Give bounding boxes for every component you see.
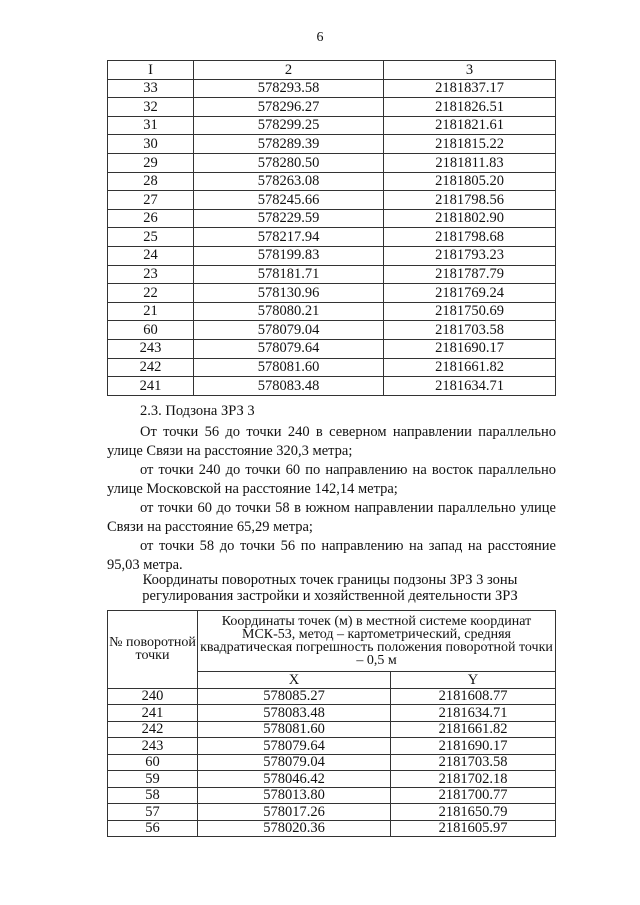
table-row — [108, 339, 556, 358]
x-coordinate: 578079.04 — [194, 321, 384, 340]
point-number: 29 — [108, 153, 194, 172]
table-row — [108, 228, 556, 247]
x-coordinate: 578083.48 — [194, 377, 384, 396]
point-number: 241 — [108, 705, 198, 722]
point-number: 242 — [108, 721, 198, 738]
x-coordinate: 578263.08 — [194, 172, 384, 191]
y-coordinate: 2181787.79 — [384, 265, 556, 284]
y-coordinate: 2181702.18 — [391, 771, 556, 788]
table-row — [108, 358, 556, 377]
x-coordinate: 578080.21 — [194, 302, 384, 321]
table-row — [108, 377, 556, 396]
x-coordinate: 578081.60 — [198, 721, 391, 738]
point-number-header: № поворотной точки — [108, 611, 198, 689]
table-row — [108, 804, 556, 821]
point-number: 31 — [108, 116, 194, 135]
page-number: 6 — [316, 30, 324, 45]
point-number: 28 — [108, 172, 194, 191]
point-number: 57 — [108, 804, 198, 821]
point-number: 59 — [108, 771, 198, 788]
point-number: 243 — [108, 339, 194, 358]
point-number: 243 — [108, 738, 198, 755]
section-body — [107, 423, 556, 575]
y-coordinate: 2181826.51 — [384, 98, 556, 117]
point-number: 56 — [108, 820, 198, 837]
x-coordinate: 578181.71 — [194, 265, 384, 284]
column-number: I — [108, 61, 194, 80]
paragraph: от точки 240 до точки 60 по направлению на восток параллельно улице Московской на расстояние 142,14 метра; — [107, 462, 556, 497]
point-number: 30 — [108, 135, 194, 154]
x-coordinate: 578046.42 — [198, 771, 391, 788]
x-coordinate: 578083.48 — [198, 705, 391, 722]
y-coordinate: 2181700.77 — [391, 787, 556, 804]
x-coordinate: 578079.04 — [198, 754, 391, 771]
y-coordinate: 2181750.69 — [384, 302, 556, 321]
table-row — [108, 705, 556, 722]
table-row — [108, 209, 556, 228]
y-header: Y — [391, 672, 556, 689]
x-coordinate: 578293.58 — [194, 79, 384, 98]
x-coordinate: 578081.60 — [194, 358, 384, 377]
point-number: 21 — [108, 302, 194, 321]
y-coordinate: 2181650.79 — [391, 804, 556, 821]
x-coordinate: 578217.94 — [194, 228, 384, 247]
x-coordinate: 578013.80 — [198, 787, 391, 804]
table-row — [108, 116, 556, 135]
y-coordinate: 2181690.17 — [391, 738, 556, 755]
y-coordinate: 2181805.20 — [384, 172, 556, 191]
point-number: 60 — [108, 754, 198, 771]
table-row — [108, 688, 556, 705]
point-number: 32 — [108, 98, 194, 117]
x-coordinate: 578229.59 — [194, 209, 384, 228]
y-coordinate: 2181811.83 — [384, 153, 556, 172]
table-row — [108, 771, 556, 788]
y-coordinate: 2181605.97 — [391, 820, 556, 837]
paragraph: от точки 58 до точки 56 по направлению на запад на расстояние 95,03 метра. — [107, 538, 556, 573]
table-header-row — [108, 611, 556, 672]
y-coordinate: 2181793.23 — [384, 246, 556, 265]
x-coordinate: 578289.39 — [194, 135, 384, 154]
x-coordinate: 578020.36 — [198, 820, 391, 837]
table-row — [108, 302, 556, 321]
y-coordinate: 2181634.71 — [391, 705, 556, 722]
paragraph: от точки 60 до точки 58 в южном направлении параллельно улице Связи на расстояние 65,29 метра; — [107, 500, 556, 535]
y-coordinate: 2181661.82 — [384, 358, 556, 377]
table-row — [108, 721, 556, 738]
coordinates-header: Координаты точек (м) в местной системе координат МСК-53, метод – картометрический, средняя квадратическая погрешность положения поворотной точки – 0,5 м — [198, 611, 556, 672]
point-number: 240 — [108, 688, 198, 705]
table-header-row — [108, 61, 556, 80]
x-coordinate: 578017.26 — [198, 804, 391, 821]
point-number: 26 — [108, 209, 194, 228]
y-coordinate: 2181837.17 — [384, 79, 556, 98]
point-number: 242 — [108, 358, 194, 377]
x-coordinate: 578299.25 — [194, 116, 384, 135]
table-row — [108, 172, 556, 191]
point-number: 22 — [108, 284, 194, 303]
table-row — [108, 787, 556, 804]
table-row — [108, 321, 556, 340]
zone-coordinates-table — [107, 610, 556, 837]
column-number: 3 — [384, 61, 556, 80]
table-row — [108, 191, 556, 210]
point-number: 241 — [108, 377, 194, 396]
y-coordinate: 2181769.24 — [384, 284, 556, 303]
y-coordinate: 2181703.58 — [384, 321, 556, 340]
point-number: 24 — [108, 246, 194, 265]
y-coordinate: 2181703.58 — [391, 754, 556, 771]
point-number: 33 — [108, 79, 194, 98]
x-coordinate: 578085.27 — [198, 688, 391, 705]
point-number: 27 — [108, 191, 194, 210]
point-number: 23 — [108, 265, 194, 284]
table-row — [108, 738, 556, 755]
x-coordinate: 578245.66 — [194, 191, 384, 210]
table-row — [108, 820, 556, 837]
point-number: 60 — [108, 321, 194, 340]
x-coordinate: 578130.96 — [194, 284, 384, 303]
y-coordinate: 2181821.61 — [384, 116, 556, 135]
section-heading: 2.3. Подзона ЗРЗ 3 — [140, 403, 255, 419]
y-coordinate: 2181815.22 — [384, 135, 556, 154]
x-coordinate: 578280.50 — [194, 153, 384, 172]
y-coordinate: 2181802.90 — [384, 209, 556, 228]
y-coordinate: 2181798.56 — [384, 191, 556, 210]
y-coordinate: 2181608.77 — [391, 688, 556, 705]
x-coordinate: 578079.64 — [198, 738, 391, 755]
point-number: 58 — [108, 787, 198, 804]
y-coordinate: 2181661.82 — [391, 721, 556, 738]
table-row — [108, 284, 556, 303]
x-coordinate: 578079.64 — [194, 339, 384, 358]
column-number: 2 — [194, 61, 384, 80]
x-header: X — [198, 672, 391, 689]
table-row — [108, 153, 556, 172]
table-row — [108, 265, 556, 284]
table-row — [108, 135, 556, 154]
table-row — [108, 98, 556, 117]
table-row — [108, 754, 556, 771]
coordinates-table-continued — [107, 60, 556, 396]
y-coordinate: 2181690.17 — [384, 339, 556, 358]
paragraph: От точки 56 до точки 240 в северном направлении параллельно улице Связи на расстояние 320,3 метра; — [107, 424, 556, 459]
table-row — [108, 246, 556, 265]
point-number: 25 — [108, 228, 194, 247]
table-row — [108, 79, 556, 98]
x-coordinate: 578199.83 — [194, 246, 384, 265]
y-coordinate: 2181634.71 — [384, 377, 556, 396]
table-caption: Координаты поворотных точек границы подзоны ЗРЗ 3 зоны регулирования застройки и хозяйственной деятельности ЗРЗ — [142, 572, 518, 604]
y-coordinate: 2181798.68 — [384, 228, 556, 247]
x-coordinate: 578296.27 — [194, 98, 384, 117]
